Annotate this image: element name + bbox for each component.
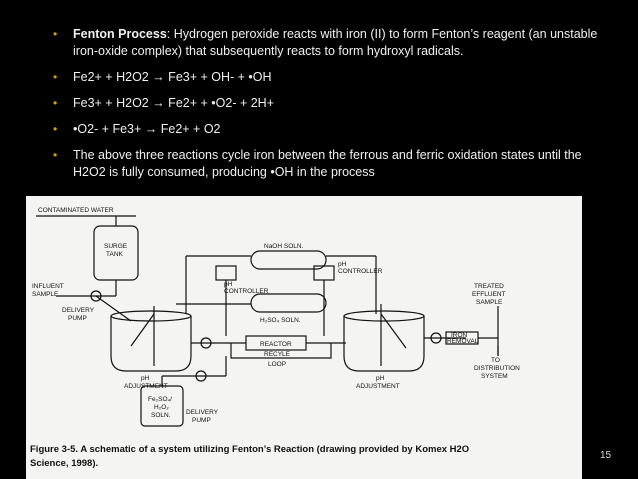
label-influent-sample: SAMPLE — [32, 291, 59, 298]
figure-caption-line1: Figure 3-5. A schematic of a system utilizing Fenton’s Reaction (drawing provided by Komex H2O — [30, 444, 470, 455]
label-h2so4: H₂SO₄ SOLN. — [260, 317, 301, 324]
label-naoh: NaOH SOLN. — [264, 243, 304, 250]
fenton-schematic — [26, 196, 582, 479]
bullet-item — [53, 121, 613, 138]
bullet-text: The above three reactions cycle iron between the ferrous and ferric oxidation states until the H2O2 is fully consumed, producing •OH in the process — [73, 148, 582, 179]
label-effluent: EFFLUENT — [472, 291, 506, 298]
label-surge: SURGE — [104, 243, 128, 250]
page-number: 15 — [600, 450, 612, 461]
right-probe — [381, 314, 406, 348]
label-bottom-delivery: DELIVERY — [186, 409, 219, 416]
label-bottom-pump: PUMP — [192, 417, 211, 424]
label-reagent-2: H₂O₂ — [154, 404, 169, 411]
label-tank: TANK — [106, 251, 123, 258]
bullet-item — [53, 69, 613, 86]
figure-caption-line2: Science, 1998). — [30, 458, 99, 469]
label-controller-right: CONTROLLER — [338, 268, 383, 275]
bullet-text: Fe2+ + H2O2 → Fe3+ + OH- + •OH — [73, 70, 272, 84]
label-iron: IRON — [451, 332, 468, 339]
bullet-bold: Fenton Process — [73, 27, 167, 41]
label-distribution: DISTRIBUTION — [474, 365, 520, 372]
bullet-item — [53, 26, 613, 60]
bullet-dot: • — [53, 70, 58, 84]
label-removal: REMOVAL — [447, 338, 479, 345]
label-adjustment-left: ADJUSTMENT — [124, 383, 168, 390]
label-reagent-3: SOLN. — [151, 412, 171, 419]
bullet-dot: • — [53, 122, 58, 136]
label-recycle: RECYLE — [264, 351, 291, 358]
label-ph-adjust-right: pH — [376, 375, 385, 382]
schematic-figure — [26, 196, 582, 479]
label-reagent-1: Fe₂SO₄/ — [148, 396, 172, 403]
bullet-dot: • — [53, 96, 58, 110]
label-ph-left: pH — [224, 281, 233, 288]
bullet-item — [53, 147, 613, 181]
bullet-item — [53, 95, 613, 112]
label-contaminated-water: CONTAMINATED WATER — [38, 207, 114, 214]
label-ph-adjust-left: pH — [141, 375, 150, 382]
label-reactor: REACTOR — [260, 341, 292, 348]
ph-controller-left — [216, 266, 236, 280]
left-tank — [111, 316, 191, 371]
label-adjustment-right: ADJUSTMENT — [356, 383, 400, 390]
label-controller-left: CONTROLLER — [224, 288, 269, 295]
bullet-text: •O2- + Fe3+ → Fe2+ + O2 — [73, 122, 221, 136]
right-tank — [344, 316, 424, 371]
bullet-dot: • — [53, 148, 58, 162]
bullet-list — [53, 26, 613, 190]
ph-controller-right — [314, 266, 334, 280]
bullet-dot: • — [53, 27, 58, 41]
label-treated-sample: SAMPLE — [476, 299, 503, 306]
label-treated: TREATED — [474, 283, 504, 290]
label-delivery: DELIVERY — [62, 307, 95, 314]
right-tank-top — [344, 311, 424, 321]
h2so4-tank — [251, 294, 326, 312]
label-pump: PUMP — [68, 315, 87, 322]
label-system: SYSTEM — [481, 373, 508, 380]
left-probe — [131, 314, 154, 346]
bullet-text: : Hydrogen peroxide reacts with iron (II) to form Fenton’s reagent (an unstable iron-oxide complex) that subsequently reacts to form hydroxyl radicals. — [73, 27, 598, 58]
label-ph-right: pH — [338, 261, 347, 268]
label-loop: LOOP — [268, 361, 287, 368]
label-influent: INFLUENT — [32, 283, 64, 290]
bullet-text: Fe3+ + H2O2 → Fe2+ + •O2- + 2H+ — [73, 96, 275, 110]
label-to: TO — [491, 357, 500, 364]
